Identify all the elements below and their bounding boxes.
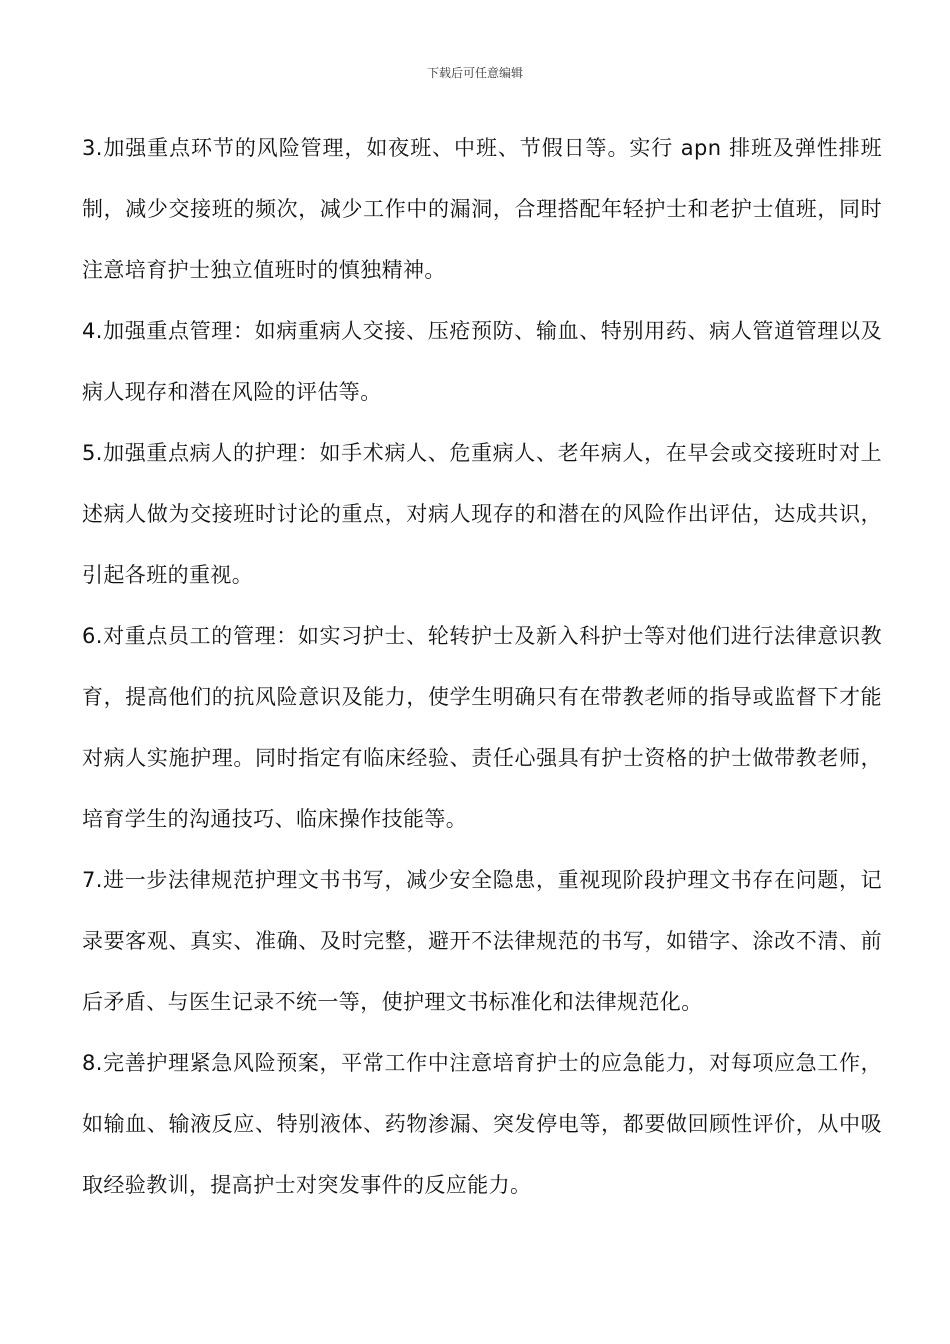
paragraph-item-4: 4.加强重点管理：如病重病人交接、压疮预防、输血、特别用药、病人管道管理以及病人现存和潜在风险的评估等。 xyxy=(82,319,882,404)
paragraph-item-3: 3.加强重点环节的风险管理，如夜班、中班、节假日等。实行 apn 排班及弹性排班制，减少交接班的频次，减少工作中的漏洞，合理搭配年轻护士和老护士值班，同时注意培育护士独立值班时的慎独精神。 xyxy=(82,136,882,282)
paragraph-item-8: 8.完善护理紧急风险预案，平常工作中注意培育护士的应急能力，对每项应急工作，如输血、输液反应、特别液体、药物渗漏、突发停电等，都要做回顾性评价，从中吸取经验教训，提高护士对突发事件的反应能力。 xyxy=(82,1051,882,1197)
document-body xyxy=(82,118,882,1216)
page-header: 下载后可任意编辑 xyxy=(426,66,523,80)
paragraph-item-6: 6.对重点员工的管理：如实习护士、轮转护士及新入科护士等对他们进行法律意识教育，提高他们的抗风险意识及能力，使学生明确只有在带教老师的指导或监督下才能对病人实施护理。同时指定有临床经验、责任心强具有护士资格的护士做带教老师，培育学生的沟通技巧、临床操作技能等。 xyxy=(82,624,882,831)
paragraph-item-5: 5.加强重点病人的护理：如手术病人、危重病人、老年病人，在早会或交接班时对上述病人做为交接班时讨论的重点，对病人现存的和潜在的风险作出评估，达成共识，引起各班的重视。 xyxy=(82,441,882,587)
paragraph-item-7: 7.进一步法律规范护理文书书写，减少安全隐患，重视现阶段护理文书存在问题，记录要客观、真实、准确、及时完整，避开不法律规范的书写，如错字、涂改不清、前后矛盾、与医生记录不统一等，使护理文书标准化和法律规范化。 xyxy=(82,868,882,1014)
